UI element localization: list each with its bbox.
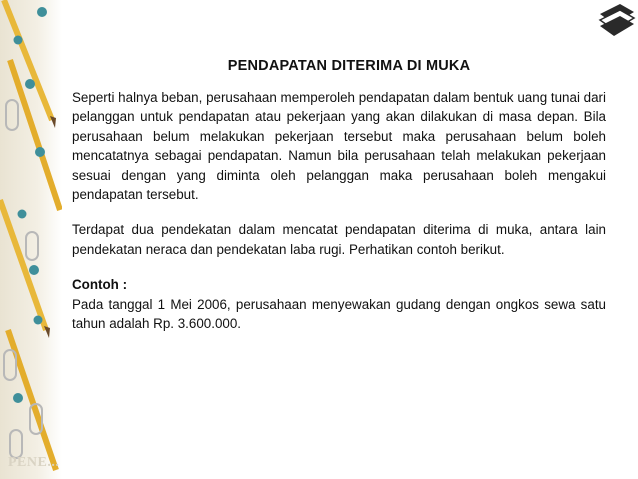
paragraph-approaches: Terdapat dua pendekatan dalam mencatat pendapatan diterima di muka, antara lain pendekatan neraca dan pendekatan laba rugi. Perhatikan contoh berikut. — [72, 222, 606, 257]
example-text: Pada tanggal 1 Mei 2006, perusahaan menyewakan gudang dengan ongkos sewa satu tahun adalah Rp. 3.600.000. — [72, 296, 606, 332]
slide-content — [72, 58, 606, 333]
example-label: Contoh : — [72, 277, 128, 293]
paragraph-definition: Seperti halnya beban, perusahaan memperoleh pendapatan dalam bentuk uang tunai dari pelanggan untuk pendapatan atau pekerjaan yang akan dilakukan di masa depan. Bila perusahaan belum melakukan pekerjaan tersebut maka perusahaan belum boleh mencatatnya sebagai pendapatan. Namun bila perusahaan telah melakukan pekerjaan sesuai dengan yang diminta oleh pelanggan maka perusahaan boleh mengakui pendapatan tersebut. — [72, 90, 606, 203]
book-stack-icon — [596, 2, 636, 38]
office-supplies-decoration — [0, 0, 62, 479]
footer-text: PENE... — [8, 455, 60, 470]
pencil-icon — [0, 0, 60, 470]
slide-title: PENDAPATAN DITERIMA DI MUKA — [227, 58, 471, 74]
